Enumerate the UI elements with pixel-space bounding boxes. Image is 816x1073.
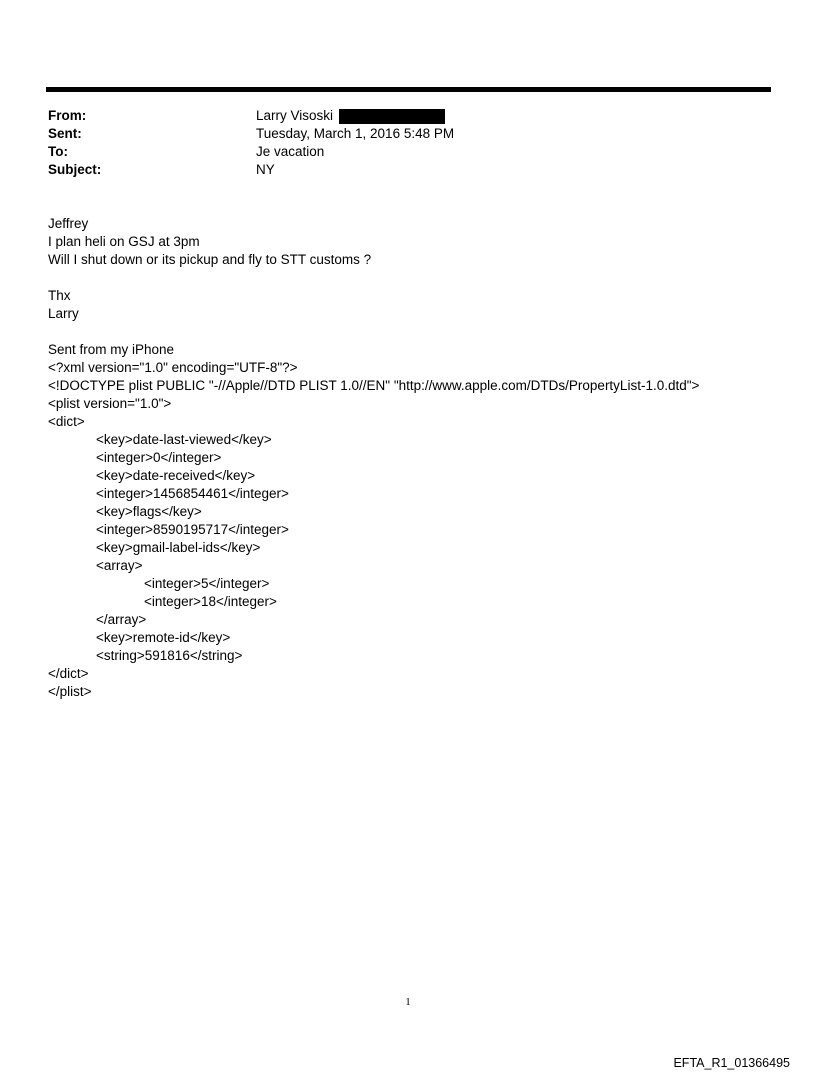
plist-doctype: <!DOCTYPE plist PUBLIC "-//Apple//DTD PLIST 1.0//EN" "http://www.apple.com/DTDs/PropertyList-1.0.dtd"> <box>48 378 700 393</box>
message-line: Will I shut down or its pickup and fly to STT customs ? <box>48 252 372 267</box>
top-rule <box>46 87 771 92</box>
plist-line: <key>remote-id</key> <box>96 630 231 645</box>
blank-line <box>48 323 778 341</box>
message-line: I plan heli on GSJ at 3pm <box>48 234 200 249</box>
to-value: Je vacation <box>256 144 325 159</box>
plist-open-tag: <plist version="1.0"> <box>48 396 172 411</box>
plist-line: <key>date-last-viewed</key> <box>96 432 272 447</box>
plist-xml-declaration: <?xml version="1.0" encoding="UTF-8"?> <box>48 360 298 375</box>
plist-line: <integer>5</integer> <box>144 576 270 591</box>
blank-line <box>48 269 778 287</box>
message-signature: Larry <box>48 306 79 321</box>
plist-line: <integer>1456854461</integer> <box>96 486 289 501</box>
from-row <box>48 107 748 125</box>
sent-label: Sent: <box>48 126 82 141</box>
subject-value: NY <box>256 162 275 177</box>
plist-line: </array> <box>96 612 147 627</box>
sent-value: Tuesday, March 1, 2016 5:48 PM <box>256 126 455 141</box>
to-row <box>48 143 748 161</box>
plist-close-tag: </plist> <box>48 684 92 699</box>
plist-line: <string>591816</string> <box>96 648 243 663</box>
plist-dict-open: <dict> <box>48 414 85 429</box>
redaction-box <box>339 109 445 124</box>
plist-line: <key>gmail-label-ids</key> <box>96 540 261 555</box>
bates-number: EFTA_R1_01366495 <box>673 1056 790 1070</box>
message-greeting: Jeffrey <box>48 216 89 231</box>
plist-line: <integer>18</integer> <box>144 594 277 609</box>
plist-line: <integer>0</integer> <box>96 450 222 465</box>
plist-line: <key>date-received</key> <box>96 468 256 483</box>
from-value: Larry Visoski <box>256 108 334 123</box>
sent-from-line: Sent from my iPhone <box>48 342 175 357</box>
plist-line: <integer>8590195717</integer> <box>96 522 289 537</box>
sent-row <box>48 125 748 143</box>
page-number: 1 <box>405 996 411 1008</box>
subject-label: Subject: <box>48 162 102 177</box>
from-label: From: <box>48 108 87 123</box>
plist-line: <key>flags</key> <box>96 504 202 519</box>
to-label: To: <box>48 144 68 159</box>
email-body <box>48 215 778 701</box>
from-value-wrap <box>256 107 445 125</box>
subject-row <box>48 161 748 179</box>
plist-dict-close: </dict> <box>48 666 89 681</box>
email-header <box>48 107 748 179</box>
plist-line: <array> <box>96 558 143 573</box>
message-thanks: Thx <box>48 288 71 303</box>
